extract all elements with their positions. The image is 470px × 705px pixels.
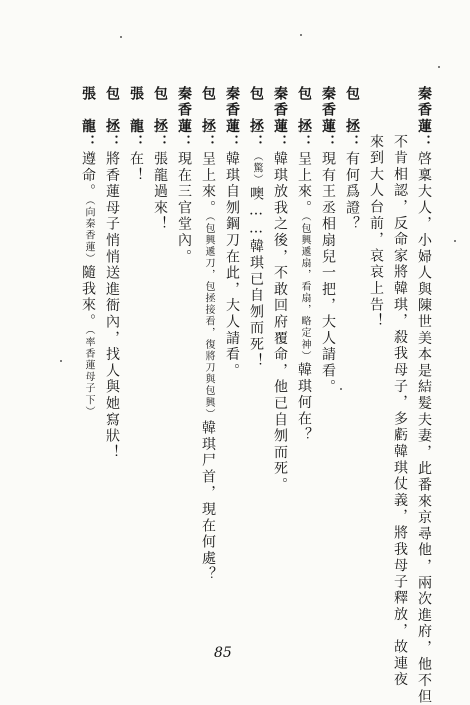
speaker-label: 秦香蓮：: [224, 86, 240, 152]
text-column-15: [76, 86, 100, 418]
text-column-7: [268, 86, 292, 494]
text-column-5: [316, 86, 340, 396]
print-speck: [120, 36, 122, 38]
speaker-label: 包 拯：: [104, 86, 120, 152]
speaker-label: 秦香蓮：: [272, 86, 288, 152]
text-column-3: [364, 134, 388, 330]
stage-direction: （驚）: [251, 151, 262, 187]
speaker-label: 秦香蓮：: [176, 86, 192, 152]
print-speck: [340, 388, 342, 390]
text-column-9: [220, 86, 244, 379]
dialogue-line: 韓琪尸首，現在何處？: [200, 420, 216, 584]
dialogue-line: 呈上來。: [200, 151, 216, 217]
speaker-label: 包 拯：: [152, 86, 168, 152]
print-speck: [438, 66, 440, 68]
dialogue-line: 現有王丞相扇兒一把，大人請看。: [320, 151, 336, 396]
speaker-label: 秦香蓮：: [416, 86, 432, 152]
stage-direction: （率香蓮母子下）: [83, 329, 94, 418]
print-speck: [454, 240, 456, 242]
stage-direction: （包興遞扇，看扇，略定神）: [299, 216, 310, 363]
dialogue-line: 啓稟大人，小婦人與陳世美本是結髮夫妻，此番來京尋他，兩次進府，他不但: [416, 151, 432, 705]
text-column-6: [292, 86, 316, 444]
speaker-label: 張 龍：: [80, 86, 96, 152]
page-number: 85: [214, 645, 232, 661]
text-column-1: [412, 86, 436, 705]
speaker-label: 包 拯：: [344, 86, 360, 152]
stage-direction: （向秦香蓮）: [83, 200, 94, 265]
speaker-label: 張 龍：: [128, 86, 144, 152]
dialogue-line: 隨我來。: [80, 264, 96, 330]
speaker-label: 包 拯：: [248, 86, 264, 152]
dialogue-line: 張龍過來！: [152, 151, 168, 233]
dialogue-line: 韓琪自刎鋼刀在此，大人請看。: [224, 151, 240, 380]
dialogue-line: 來到大人台前，哀哀上告！: [368, 134, 384, 330]
dialogue-line: 呈上來。: [296, 151, 312, 217]
dialogue-line: 噢……韓琪已自刎而死！: [248, 186, 264, 370]
dialogue-line: 現在三官堂內。: [176, 151, 192, 266]
dialogue-line: 有何爲證？: [344, 151, 360, 233]
text-column-4: [340, 86, 364, 233]
dialogue-line: 韓琪放我之後，不敢回府覆命，他已自刎而死。: [272, 151, 288, 494]
text-column-13: [124, 86, 148, 184]
speaker-label: 包 拯：: [200, 86, 216, 152]
dialogue-line: 在！: [128, 151, 144, 184]
stage-direction: （包興遞刀，包拯接看，復將刀與包興）: [203, 216, 214, 421]
text-column-2: [388, 134, 412, 688]
text-column-10: [196, 86, 220, 583]
dialogue-line: 遵命。: [80, 151, 96, 201]
text-column-12: [148, 86, 172, 233]
speaker-label: 秦香蓮：: [320, 86, 336, 152]
text-column-11: [172, 86, 196, 265]
dialogue-line: 將香蓮母子悄悄送進衙內，找人與她寫狀！: [104, 151, 120, 461]
print-speck: [60, 360, 62, 362]
dialogue-line: 韓琪何在？: [296, 362, 312, 444]
dialogue-line: 不肯相認，反命家將韓琪，殺我母子，多虧韓琪仗義，將我母子釋放，故連夜: [392, 134, 408, 689]
text-column-14: [100, 86, 124, 461]
print-speck: [300, 34, 302, 36]
speaker-label: 包 拯：: [296, 86, 312, 152]
text-column-8: [244, 86, 268, 369]
